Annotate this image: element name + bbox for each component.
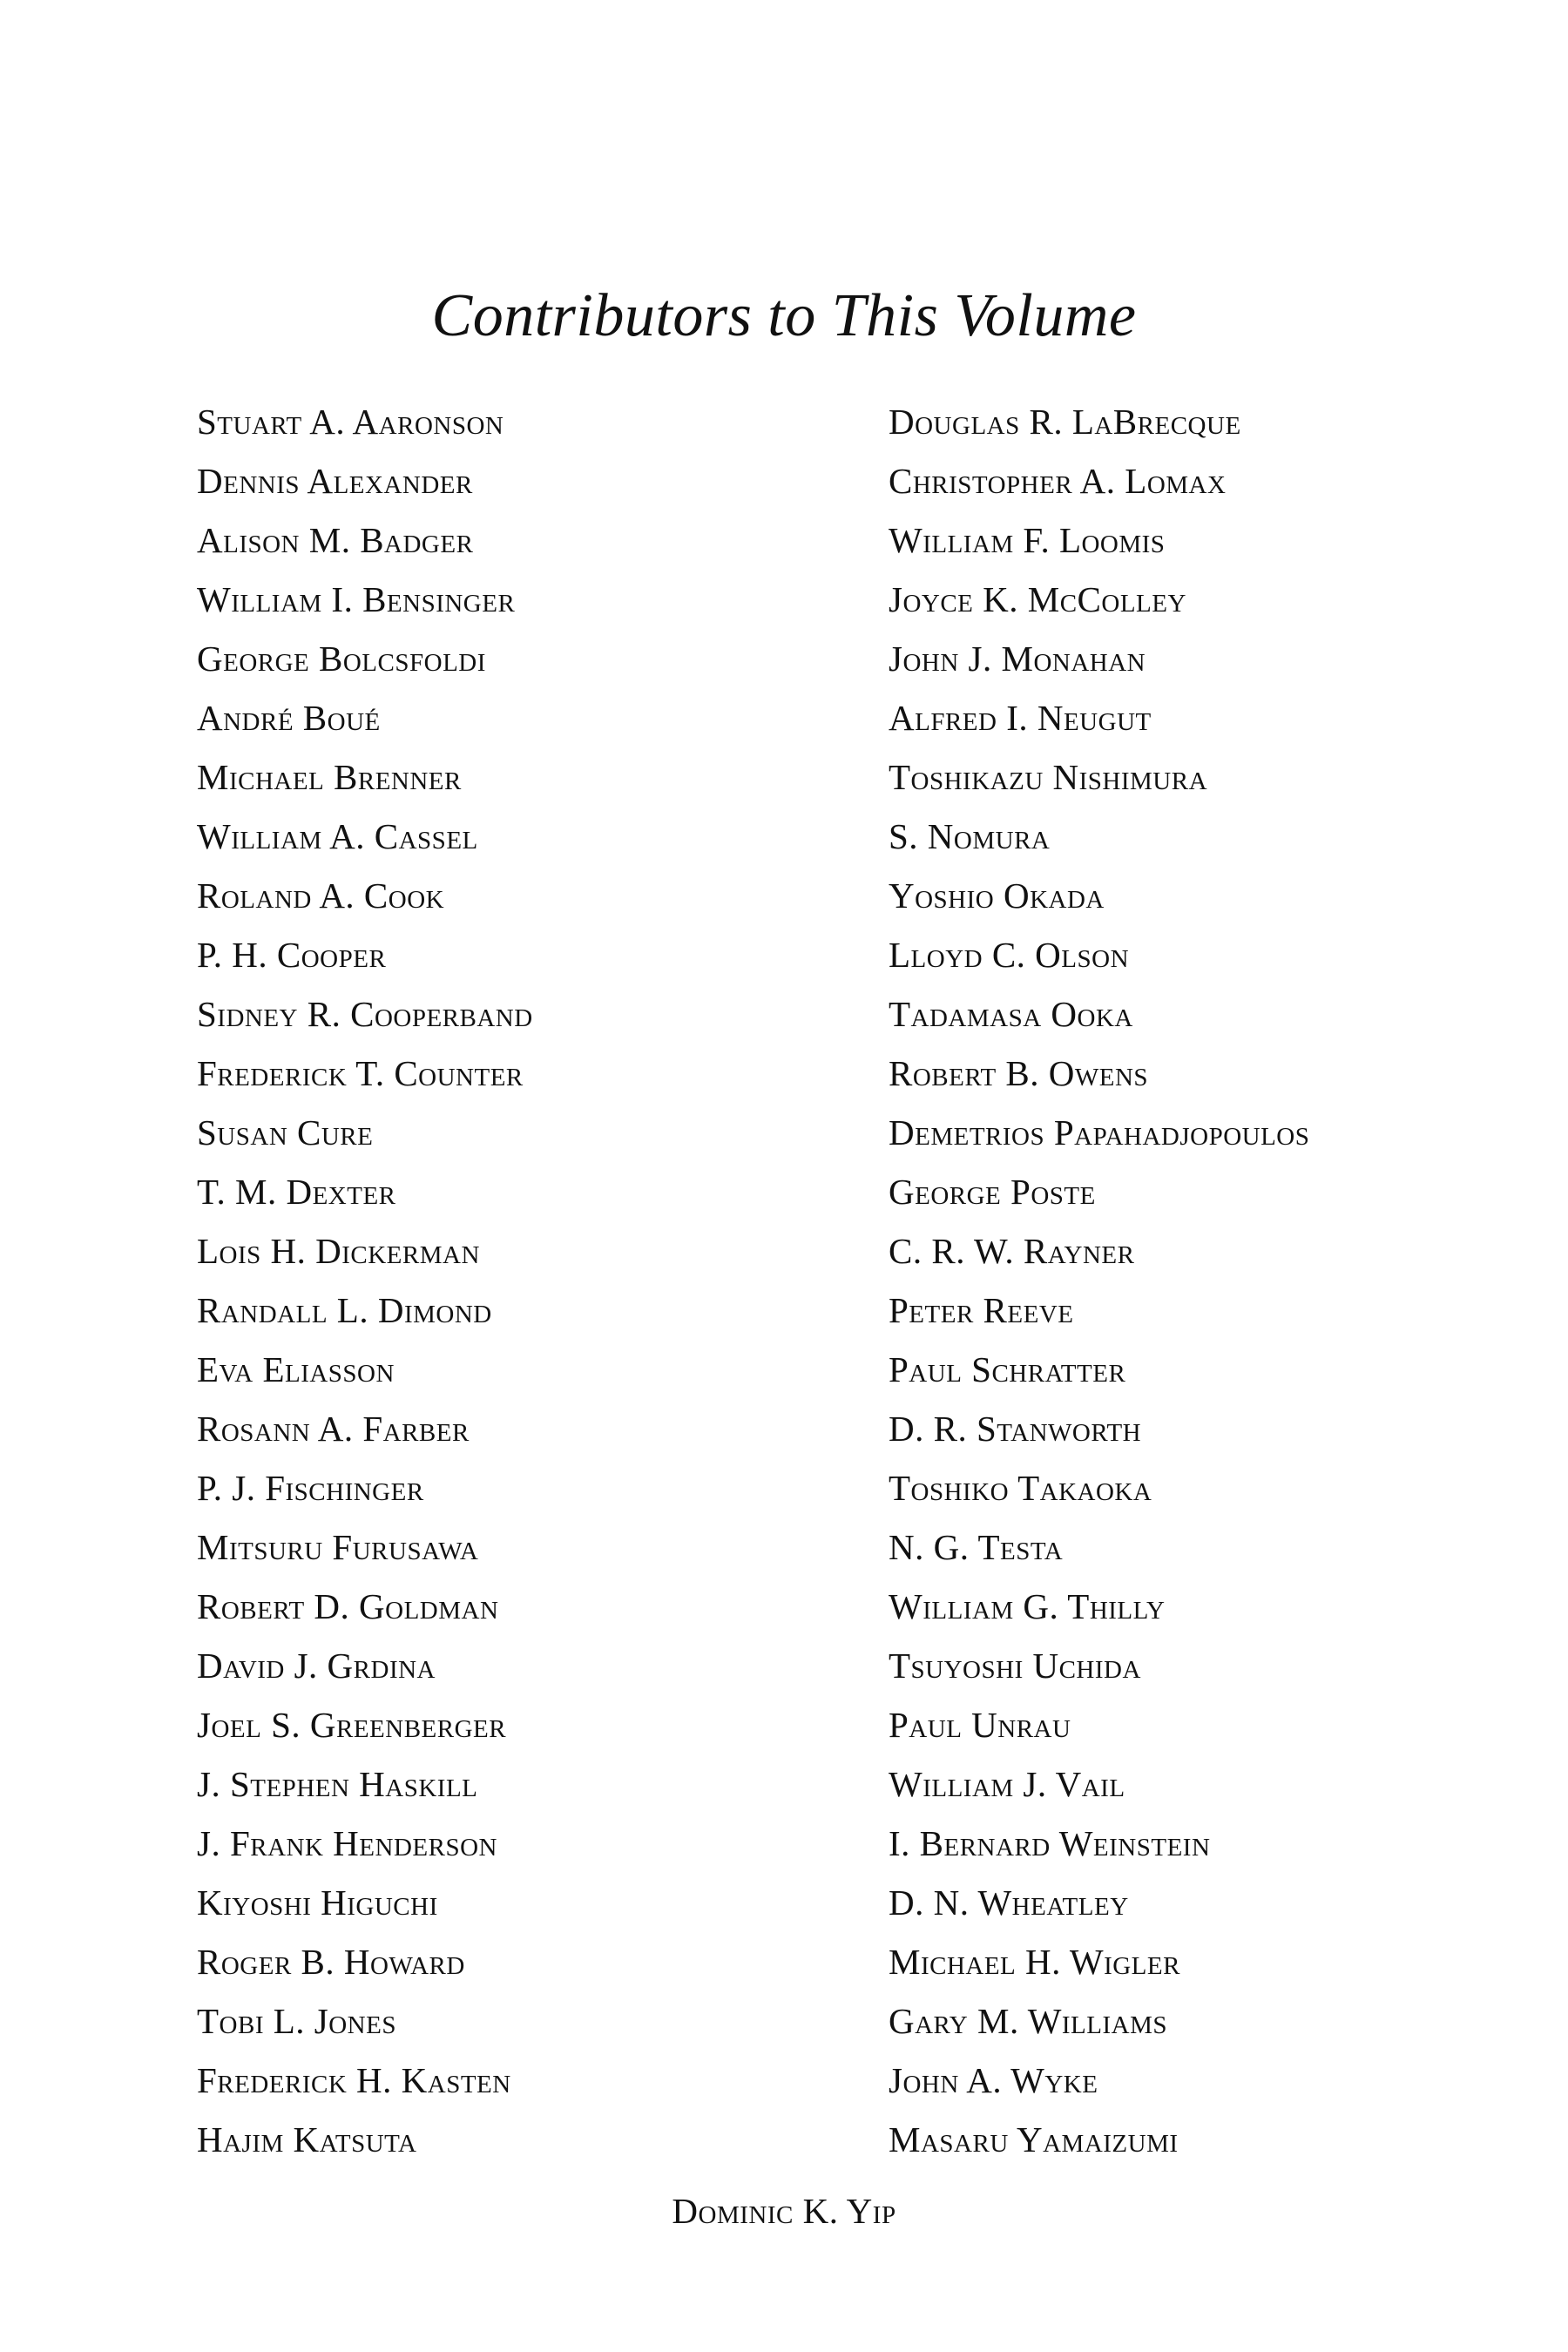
contributor-name: Hajim Katsuta	[197, 2119, 417, 2159]
contributor-name: Susan Cure	[197, 1112, 374, 1152]
contributor-name: Mitsuru Furusawa	[197, 1527, 479, 1567]
contributor-name: Joel S. Greenberger	[197, 1705, 507, 1745]
contributor-name: Frederick T. Counter	[197, 1053, 524, 1093]
page-title: Contributors to This Volume	[431, 282, 1137, 349]
contributor-name: Demetrios Papahadjopoulos	[889, 1112, 1310, 1152]
contributor-name: John A. Wyke	[889, 2060, 1098, 2100]
contributor-name: C. R. W. Rayner	[889, 1231, 1135, 1271]
contributor-name: Douglas R. LaBrecque	[889, 402, 1241, 442]
contributor-name: Kiyoshi Higuchi	[197, 1882, 438, 1923]
contributor-name: Randall L. Dimond	[197, 1290, 492, 1330]
contributor-name: Michael Brenner	[197, 757, 462, 797]
contributor-name: Robert B. Owens	[889, 1053, 1149, 1093]
contributor-name: D. N. Wheatley	[889, 1882, 1129, 1923]
contributor-name: Tobi L. Jones	[197, 2001, 396, 2041]
contributor-name: Frederick H. Kasten	[197, 2060, 511, 2100]
contributor-name-last: Dominic K. Yip	[672, 2191, 896, 2231]
contributor-name: William F. Loomis	[889, 520, 1166, 560]
contributor-name: P. H. Cooper	[197, 935, 387, 975]
contributor-name: Roger B. Howard	[197, 1942, 465, 1982]
contributor-name: Toshikazu Nishimura	[889, 757, 1208, 797]
contributor-name: Eva Eliasson	[197, 1349, 395, 1389]
contributor-name: T. M. Dexter	[197, 1172, 396, 1212]
contributor-name: Gary M. Williams	[889, 2001, 1167, 2041]
contributor-name: Roland A. Cook	[197, 875, 445, 916]
contributor-name: N. G. Testa	[889, 1527, 1064, 1567]
contributor-name: Toshiko Takaoka	[889, 1468, 1152, 1508]
contributor-name: D. R. Stanworth	[889, 1409, 1142, 1449]
contributor-name: William J. Vail	[889, 1764, 1125, 1804]
contributor-name: Alfred I. Neugut	[889, 698, 1152, 738]
contributor-name: Peter Reeve	[889, 1290, 1074, 1330]
contributor-name: John J. Monahan	[889, 639, 1146, 679]
contributor-name: Michael H. Wigler	[889, 1942, 1180, 1982]
contributor-name: Paul Unrau	[889, 1705, 1071, 1745]
contributor-name: Stuart A. Aaronson	[197, 402, 504, 442]
contributor-name: Yoshio Okada	[889, 875, 1105, 916]
contributors-left-column	[197, 392, 533, 2169]
contributor-name: Lloyd C. Olson	[889, 935, 1130, 975]
contributor-name: George Poste	[889, 1172, 1096, 1212]
contributor-name: Masaru Yamaizumi	[889, 2119, 1179, 2159]
contributor-name: Alison M. Badger	[197, 520, 474, 560]
contributor-name: William G. Thilly	[889, 1586, 1166, 1626]
contributor-name: William I. Bensinger	[197, 579, 516, 619]
contributor-name: Christopher A. Lomax	[889, 461, 1227, 501]
contributor-name: Tsuyoshi Uchida	[889, 1646, 1141, 1686]
contributor-name: Tadamasa Ooka	[889, 994, 1133, 1034]
contributors-right-column	[889, 392, 1309, 2169]
contributor-name: Rosann A. Farber	[197, 1409, 470, 1449]
contributor-name: Paul Schratter	[889, 1349, 1126, 1389]
contributor-name: J. Frank Henderson	[197, 1823, 497, 1863]
contributor-name: Lois H. Dickerman	[197, 1231, 480, 1271]
contributor-name: Dennis Alexander	[197, 461, 473, 501]
contributor-name: George Bolcsfoldi	[197, 639, 486, 679]
contributor-name: André Boué	[197, 698, 381, 738]
contributor-name: I. Bernard Weinstein	[889, 1823, 1211, 1863]
contributor-name: Sidney R. Cooperband	[197, 994, 533, 1034]
contributor-name: P. J. Fischinger	[197, 1468, 424, 1508]
contributor-name: Joyce K. McColley	[889, 579, 1186, 619]
contributor-name: Robert D. Goldman	[197, 1586, 499, 1626]
contributor-name: S. Nomura	[889, 816, 1051, 856]
contributor-name: David J. Grdina	[197, 1646, 436, 1686]
contributor-name: William A. Cassel	[197, 816, 478, 856]
contributor-name: J. Stephen Haskill	[197, 1764, 478, 1804]
